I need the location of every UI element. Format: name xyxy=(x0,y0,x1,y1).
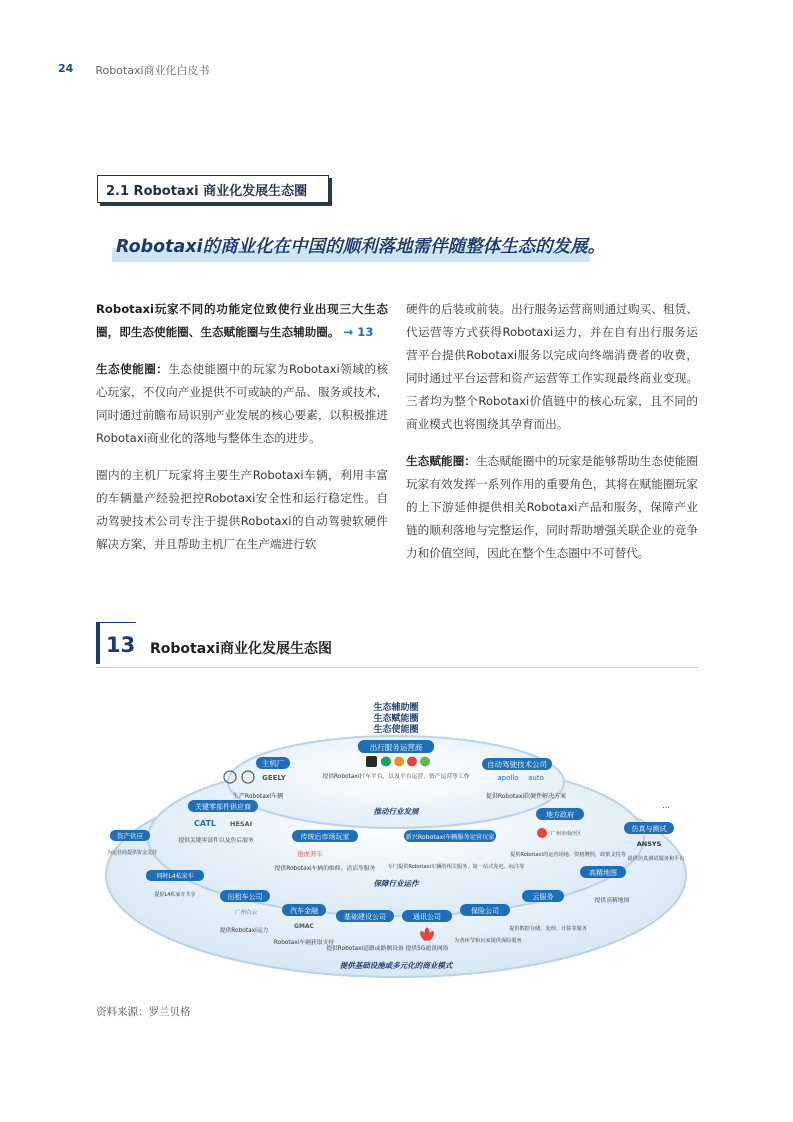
figure-source: 资料来源：罗兰贝格 xyxy=(96,1006,191,1018)
gov-description: 提供Robotaxi的运营场地、资格牌照，政策支持等 xyxy=(509,852,627,858)
telecom-label: 通讯公司 xyxy=(413,913,441,921)
legend-support-circle: 生态辅助圈 xyxy=(373,703,419,713)
arc-ensure-operation: 保障行业运作 xyxy=(373,879,419,888)
insurance-label: 保险公司 xyxy=(471,907,499,915)
parts-label: 关键零部件供应商 xyxy=(195,803,251,811)
document-title: Robotaxi商业化白皮书 xyxy=(95,64,210,77)
intro-text: Robotaxi玩家不同的功能定位致使行业出现三大生态圈，即生态使能圈、生态赋能圈与生态辅助圈。 xyxy=(96,302,388,339)
section-heading: 2.1 Robotaxi 商业化发展生态圈 xyxy=(97,175,329,203)
taxi-description: 提供Robotaxi运力 xyxy=(219,928,269,934)
figure-reference-link[interactable]: → 13 xyxy=(343,325,374,339)
tech-label: 自动驾驶技术公司 xyxy=(487,760,547,769)
asset-description: 为运营商提供资金支持 xyxy=(106,850,158,856)
left-column xyxy=(96,298,388,570)
finance-label: 汽车金融 xyxy=(290,907,318,915)
figure-number: 13 xyxy=(96,622,136,664)
l4-description: 提供L4私家车共享 xyxy=(154,892,196,898)
parts-logo-hesai: HESAI xyxy=(230,820,253,828)
operator-label: 出行服务运营商 xyxy=(369,743,423,752)
asset-label: 资产供应 xyxy=(117,832,143,840)
gov-label: 地方政府 xyxy=(546,811,574,819)
maps-label: 高精地图 xyxy=(589,869,617,877)
operator-paragraph: 硬件的后装或前装。出行服务运营商则通过购买、租赁、代运营等方式获得Robotaxi运力，并在自有出行服务运营平台提供Robotaxi服务以完成向终端消费者的收费，同时通过平台运营和资产运营等工作实现最终商业变现。三者均为整个Robotaxi价值链中的核心玩家，且不同的商业模式也将围绕其孕育而出。 xyxy=(406,302,698,431)
infra-description: 提供Robotaxi道路或路侧设备 xyxy=(326,946,404,952)
parts-description: 提供关键零部件以及售后服务 xyxy=(178,838,254,844)
operator-logo-5 xyxy=(420,757,430,767)
oem-label: 主机厂 xyxy=(261,759,285,768)
test-logo-ansys: ANSYS xyxy=(636,840,662,848)
cloud-description: 提供数据存储、处理、计算等服务 xyxy=(509,926,587,932)
operator-logo-1 xyxy=(366,756,377,767)
oem-paragraph: 圈内的主机厂玩家将主要生产Robotaxi车辆，利用丰富的车辆量产经验把控Robotaxi安全性和运行稳定性。自动驾驶技术公司专注于提供Robotaxi的自动驾驶软硬件解决方案，并且帮助主机厂在生产端进行软 xyxy=(96,468,388,551)
operator-logo-4 xyxy=(407,757,417,767)
figure-title-bar xyxy=(96,622,698,668)
operator-logo-2 xyxy=(381,757,391,767)
lead-statement: Robotaxi的商业化在中国的顺利落地需伴随整体生态的发展。 xyxy=(116,237,606,257)
arc-infrastructure-models: 提供基础设施或多元化的商业模式 xyxy=(339,961,453,970)
oem-description: 生产Robotaxi车辆 xyxy=(232,793,284,800)
empowering-circle-paragraph xyxy=(406,450,698,565)
gov-logo: 广州市南沙区 xyxy=(551,831,582,837)
insurance-description: 为各环节和玩家提供保险服务 xyxy=(454,938,522,944)
test-label: 仿真与测试 xyxy=(631,825,667,833)
parts-logo-catl: CATL xyxy=(194,819,216,828)
aftermarket-label: 传统后市场玩家 xyxy=(300,833,350,841)
taxi-logo: 广州白云 xyxy=(234,910,258,916)
oem-logo-geely: GEELY xyxy=(262,774,286,782)
aftermarket-description: 提供Robotaxi车辆的维修、清洁等服务 xyxy=(274,866,376,872)
taxi-label: 出租车公司 xyxy=(227,893,263,901)
tech-logo-auto: auto xyxy=(528,774,544,782)
test-description: 提供仿真测试服务和平台 xyxy=(627,856,685,862)
l4-label: 同时L4私家车 xyxy=(156,873,194,880)
cloud-label: 云服务 xyxy=(532,893,554,901)
term-empowering-circle: 生态赋能圈： xyxy=(406,454,477,468)
emerging-description: 专门提供Robotaxi车辆的相关服务，如一站式充电、标注等 xyxy=(387,864,525,870)
enabling-circle-text: 生态使能圈中的玩家为Robotaxi领域的核心玩家，不仅向产业提供不可或缺的产品、服务或技术，同时通过前瞻布局识别产业发展的核心要素，以积极推进Robotaxi商业化的落地与整体生态的进步。 xyxy=(96,362,388,445)
page-number: 24 xyxy=(58,62,74,75)
finance-description: Robotaxi车辆获取支持 xyxy=(273,940,335,946)
telecom-description: 提供5G通讯网络 xyxy=(405,946,449,952)
operator-description: 提供Robotaxi打车平台，以及平台运营，资产运营等工作 xyxy=(322,774,470,780)
legend-empower-circle: 生态赋能圈 xyxy=(373,714,419,724)
emerging-label: 新兴Robotaxi车辆服务运营玩家 xyxy=(405,834,495,841)
right-column xyxy=(406,298,698,579)
ellipsis: ... xyxy=(662,801,670,810)
term-enabling-circle: 生态使能圈： xyxy=(96,362,169,376)
intro-paragraph xyxy=(96,298,388,344)
legend-enable-circle: 生态使能圈 xyxy=(373,725,419,735)
operator-logo-3 xyxy=(394,757,404,767)
tech-description: 提供Robotaxi软硬件解决方案 xyxy=(485,793,567,800)
maps-description: 提供高精地图 xyxy=(594,898,630,904)
aftermarket-logo: 途虎养车 xyxy=(297,850,323,858)
ecosystem-diagram xyxy=(96,690,698,990)
infra-label: 基础建设公司 xyxy=(344,913,386,921)
enabling-circle-paragraph xyxy=(96,358,388,450)
finance-logo: GMAC xyxy=(294,923,314,930)
empowering-circle-text: 生态赋能圈中的玩家是能够帮助生态使能圈玩家有效发挥一系列作用的重要角色，其将在赋能圈玩家的上下游延伸提供相关Robotaxi产品和服务，保障产业链的顺利落地与完整运作，同时帮助增强关联企业的竞争力和价值空间，因此在整个生态圈中不可替代。 xyxy=(406,454,698,560)
page-header xyxy=(58,62,210,78)
gov-emblem xyxy=(537,828,547,838)
arc-drive-industry: 推动行业发展 xyxy=(373,807,419,816)
figure-title: Robotaxi商业化发展生态图 xyxy=(150,641,333,657)
tech-logo-apollo: apollo xyxy=(497,774,519,782)
